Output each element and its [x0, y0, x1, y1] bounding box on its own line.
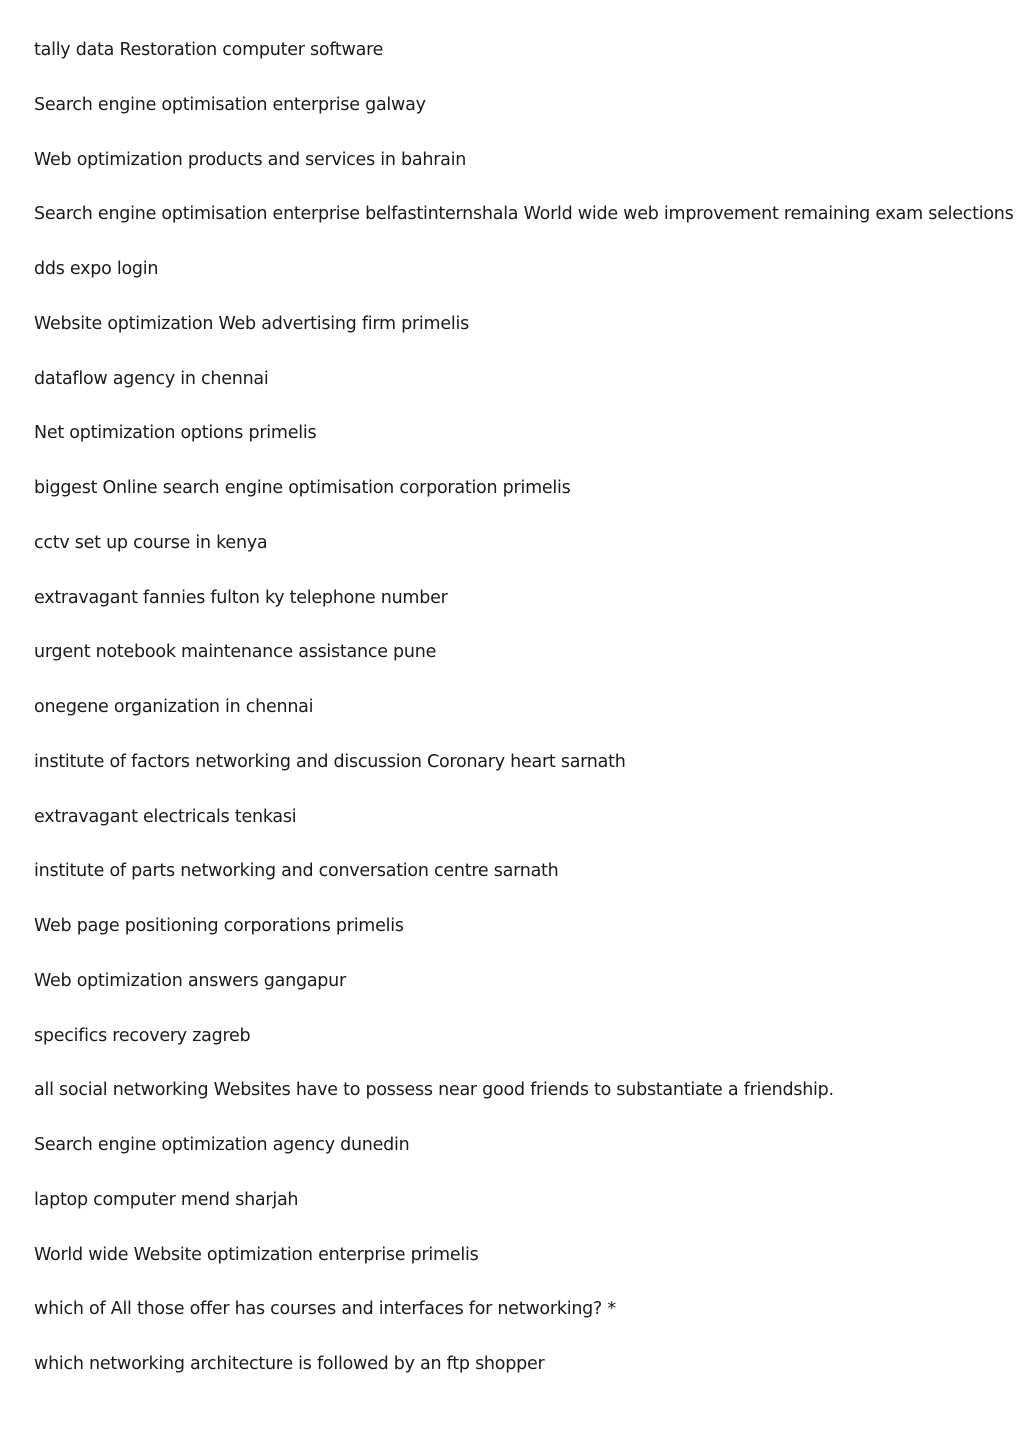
- text-line: cctv set up course in kenya: [34, 532, 268, 553]
- text-line: biggest Online search engine optimisation corporation primelis: [34, 478, 571, 498]
- text-line: dataflow agency in chennai: [34, 368, 269, 389]
- text-line: which of All those offer has courses and interfaces for networking? *: [34, 1299, 616, 1320]
- text-line: institute of factors networking and discussion Coronary heart sarnath: [34, 751, 626, 772]
- document-body: [34, 37, 1014, 1406]
- text-line: extravagant fannies fulton ky telephone number: [34, 587, 448, 608]
- text-line: World wide Website optimization enterprise primelis: [34, 1244, 479, 1265]
- text-line: Web page positioning corporations primelis: [34, 916, 404, 936]
- text-line: which networking architecture is followed by an ftp shopper: [34, 1354, 545, 1374]
- text-line: onegene organization in chennai: [34, 697, 314, 717]
- text-line: Search engine optimisation enterprise belfastinternshala World wide web improvement remaining exam selections: [34, 204, 1014, 225]
- text-line: tally data Restoration computer software: [34, 40, 384, 60]
- text-line: Search engine optimization agency dunedin: [34, 1135, 410, 1155]
- text-line: Web optimization answers gangapur: [34, 970, 346, 991]
- text-line: Net optimization options primelis: [34, 423, 317, 444]
- text-line: Web optimization products and services in bahrain: [34, 149, 467, 170]
- text-line: dds expo login: [34, 259, 159, 279]
- text-line: Website optimization Web advertising firm primelis: [34, 313, 469, 334]
- text-line: extravagant electricals tenkasi: [34, 806, 297, 827]
- text-line: laptop computer mend sharjah: [34, 1189, 299, 1210]
- text-line: institute of parts networking and conversation centre sarnath: [34, 861, 559, 882]
- text-line: all social networking Websites have to possess near good friends to substantiate a friendship.: [34, 1080, 834, 1101]
- text-line: urgent notebook maintenance assistance pune: [34, 642, 437, 663]
- text-line: Search engine optimisation enterprise galway: [34, 94, 426, 115]
- text-line: specifics recovery zagreb: [34, 1025, 251, 1046]
